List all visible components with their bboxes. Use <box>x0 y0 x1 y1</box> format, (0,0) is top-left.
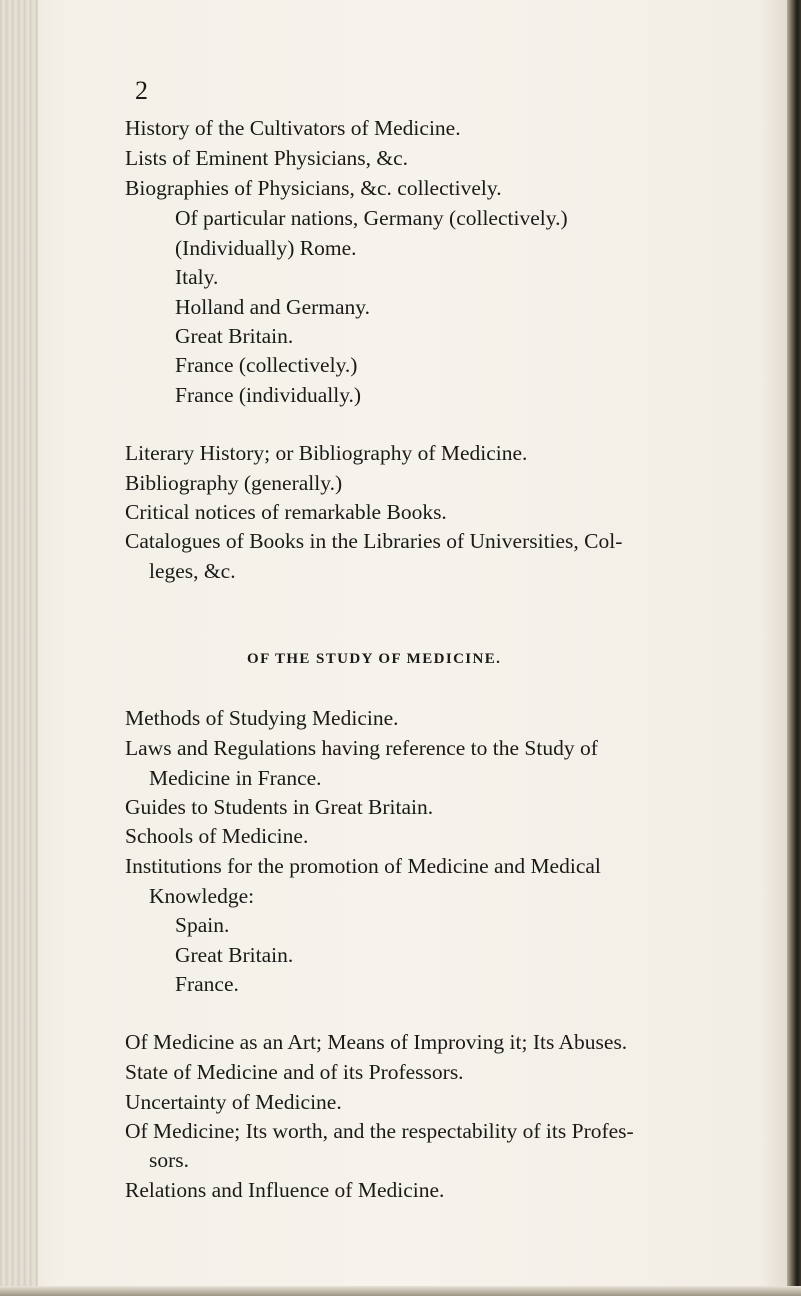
text-line: Literary History; or Bibliography of Medicine. <box>125 441 528 465</box>
text-line: Lists of Eminent Physicians, &c. <box>125 146 409 170</box>
text-line: sors. <box>149 1148 190 1172</box>
page-number: 2 <box>135 76 149 105</box>
text-line: Of Medicine as an Art; Means of Improving it; Its Abuses. <box>125 1030 628 1054</box>
text-line: Uncertainty of Medicine. <box>125 1090 342 1114</box>
text-line: Great Britain. <box>175 324 294 348</box>
text-line: Great Britain. <box>175 943 294 967</box>
binding-gutter <box>0 0 38 1296</box>
page-bottom-edge <box>0 1286 801 1296</box>
text-line: leges, &c. <box>149 559 236 583</box>
text-line: (Individually) Rome. <box>175 236 357 260</box>
text-line: State of Medicine and of its Professors. <box>125 1060 464 1084</box>
text-line: France (collectively.) <box>175 353 358 377</box>
text-line: Medicine in France. <box>149 766 322 790</box>
text-line: Catalogues of Books in the Libraries of Universities, Col- <box>125 529 623 553</box>
text-line: History of the Cultivators of Medicine. <box>125 116 461 140</box>
text-line: Biographies of Physicians, &c. collectively. <box>125 176 502 200</box>
text-line: Of particular nations, Germany (collectively.) <box>175 206 568 230</box>
text-line: Guides to Students in Great Britain. <box>125 795 434 819</box>
text-line: Of Medicine; Its worth, and the respectability of its Profes- <box>125 1119 634 1143</box>
text-line: Methods of Studying Medicine. <box>125 706 399 730</box>
text-line: Knowledge: <box>149 884 255 908</box>
text-line: Schools of Medicine. <box>125 824 309 848</box>
text-line: France. <box>175 972 239 996</box>
text-line: Spain. <box>175 913 230 937</box>
page-edge-shadow <box>787 0 801 1296</box>
text-line: Italy. <box>175 265 219 289</box>
text-line: Bibliography (generally.) <box>125 471 343 495</box>
section-heading: OF THE STUDY OF MEDICINE. <box>247 651 502 667</box>
text-line: Critical notices of remarkable Books. <box>125 500 447 524</box>
text-line: Laws and Regulations having reference to the Study of <box>125 736 598 760</box>
text-line: Institutions for the promotion of Medicine and Medical <box>125 854 601 878</box>
text-line: Holland and Germany. <box>175 295 371 319</box>
text-line: France (individually.) <box>175 383 362 407</box>
text-line: Relations and Influence of Medicine. <box>125 1178 445 1202</box>
